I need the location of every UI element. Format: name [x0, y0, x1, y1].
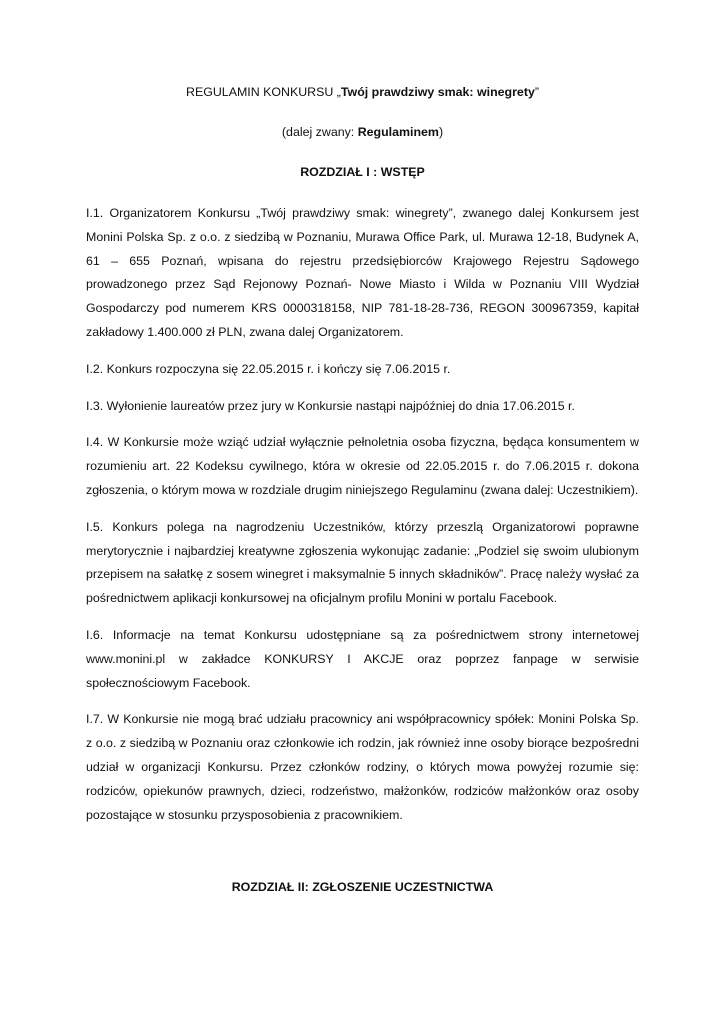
document-subtitle	[86, 124, 639, 141]
subtitle-prefix: (dalej zwany:	[281, 125, 358, 139]
chapter-2-heading: ROZDZIAŁ II: ZGŁOSZENIE UCZESTNICTWA	[231, 880, 494, 895]
subtitle-suffix: )	[438, 125, 444, 139]
title-suffix: ”	[534, 85, 539, 99]
title-prefix: REGULAMIN KONKURSU „	[186, 85, 341, 99]
title-bold: Twój prawdziwy smak: winegrety	[340, 85, 535, 99]
paragraph-1-5: I.5. Konkurs polega na nagrodzeniu Uczestników, którzy przeszlą Organizatorowi poprawne merytorycznie i najbardziej kreatywne zgłoszenia wykonując zadanie: „Podziel się swoim ulubionym przepisem na sałatkę z sosem winegret i maksymalnie 5 innych składników”. Pracę należy wysłać za pośrednictwem aplikacji konkursowej na oficjalnym profilu Monini w portalu Facebook.	[86, 519, 639, 606]
chapter-1-heading: ROZDZIAŁ I : WSTĘP	[300, 165, 425, 179]
paragraph-1-7: I.7. W Konkursie nie mogą brać udziału pracownicy ani współpracownicy spółek: Monini Polska Sp. z o.o. z siedzibą w Poznaniu oraz członkowie ich rodzin, jak również inne osoby biorące bezpośredni udział w organizacji Konkursu. Przez członków rodziny, o których mowa powyżej rozumie się: rodziców, opiekunów prawnych, dzieci, rodzeństwo, małżonków, rodziców małżonków oraz osoby pozostające w stosunku przysposobienia z pracownikiem.	[86, 712, 639, 822]
paragraph-1-4: I.4. W Konkursie może wziąć udział wyłącznie pełnoletnia osoba fizyczna, będąca konsumentem w rozumieniu art. 22 Kodeksu cywilnego, która w okresie od 22.05.2015 r. do 7.06.2015 r. dokona zgłoszenia, o którym mowa w rozdziale drugim niniejszego Regulaminu (zwana dalej: Uczestnikiem).	[86, 435, 639, 497]
document-page	[86, 84, 639, 896]
paragraph-1-3: I.3. Wyłonienie laureatów przez jury w Konkursie nastąpi najpóźniej do dnia 17.06.2015 r.	[86, 398, 575, 413]
subtitle-bold: Regulaminem	[357, 125, 439, 139]
paragraph-1-2: I.2. Konkurs rozpoczyna się 22.05.2015 r. i kończy się 7.06.2015 r.	[86, 361, 451, 376]
paragraph-1-6: I.6. Informacje na temat Konkursu udostępniane są za pośrednictwem strony internetowej www.monini.pl w zakładce KONKURSY I AKCJE oraz poprzez fanpage w serwisie społecznościowym Facebook.	[86, 627, 639, 690]
paragraph-1-1: I.1. Organizatorem Konkursu „Twój prawdziwy smak: winegrety”, zwanego dalej Konkursem jest Monini Polska Sp. z o.o. z siedzibą w Poznaniu, Murawa Office Park, ul. Murawa 12-18, Budynek A, 61 – 655 Poznań, wpisana do rejestru przedsiębiorców Krajowego Rejestru Sądowego prowadzonego przez Sąd Rejonowy Poznań- Nowe Miasto i Wilda w Poznaniu VIII Wydział Gospodarczy pod numerem KRS 0000318158, NIP 781-18-28-736, REGON 300967359, kapitał zakładowy 1.400.000 zł PLN, zwana dalej Organizatorem.	[86, 206, 639, 339]
document-title	[86, 84, 639, 101]
